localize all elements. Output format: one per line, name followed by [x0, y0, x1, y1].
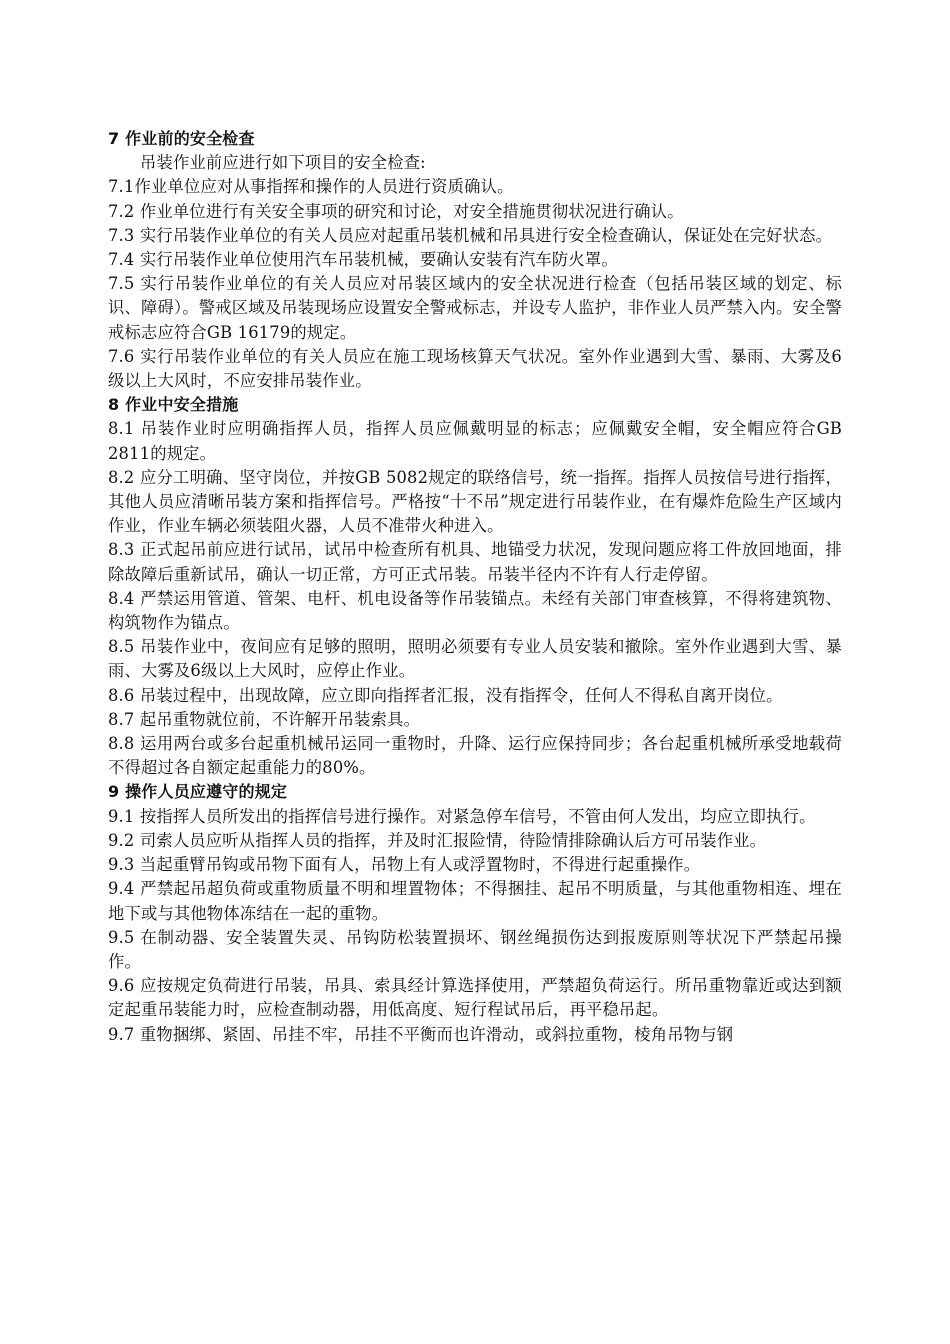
clause-7-3: 7.3 实行吊装作业单位的有关人员应对起重吊装机械和吊具进行安全检查确认，保证处在完好状态。 [108, 225, 833, 245]
clause-8-1: 8.1 吊装作业时应明确指挥人员，指挥人员应佩戴明显的标志；应佩戴安全帽，安全帽应符合GB 2811的规定。 [108, 419, 842, 463]
clause-8-8: 8.8 运用两台或多台起重机械吊运同一重物时，升降、运行应保持同步；各台起重机械所承受地载荷不得超过各自额定起重能力的80%。 [108, 734, 842, 778]
clause-9-3: 9.3 当起重臂吊钩或吊物下面有人，吊物上有人或浮置物时，不得进行起重操作。 [108, 855, 701, 875]
clause-9-5: 9.5 在制动器、安全装置失灵、吊钩防松装置损坏、钢丝绳损伤达到报废原则等状况下严禁起吊操作。 [108, 927, 842, 971]
document-page [108, 127, 842, 1047]
clause-8-3: 8.3 正式起吊前应进行试吊，试吊中检查所有机具、地锚受力状况，发现问题应将工件放回地面，排除故障后重新试吊，确认一切正常，方可正式吊装。吊装半径内不许有人行走停留。 [108, 540, 842, 584]
clause-9-6: 9.6 应按规定负荷进行吊装，吊具、索具经计算选择使用，严禁超负荷运行。所吊重物靠近或达到额定起重吊装能力时，应检查制动器，用低高度、短行程试吊后，再平稳吊起。 [108, 976, 842, 1020]
clause-7-5: 7.5 实行吊装作业单位的有关人员应对吊装区域内的安全状况进行检查（包括吊装区域的划定、标识、障碍）。警戒区域及吊装现场应设置安全警戒标志，并设专人监护，非作业人员严禁入内。安全警戒标志应符合GB 16179的规定。 [108, 274, 842, 342]
clause-8-6: 8.6 吊装过程中，出现故障，应立即向指挥者汇报，没有指挥令，任何人不得私自离开岗位。 [108, 685, 783, 705]
clause-9-4: 9.4 严禁起吊超负荷或重物质量不明和埋置物体；不得捆挂、起吊不明质量，与其他重物相连、埋在地下或与其他物体冻结在一起的重物。 [108, 879, 842, 923]
section-intro: 吊装作业前应进行如下项目的安全检查: [140, 153, 426, 173]
section-heading: 8 作业中安全措施 [108, 395, 239, 415]
clause-8-4: 8.4 严禁运用管道、管架、电杆、机电设备等作吊装锚点。未经有关部门审查核算，不得将建筑物、构筑物作为锚点。 [108, 588, 842, 633]
clause-8-2: 8.2 应分工明确、坚守岗位，并按GB 5082规定的联络信号，统一指挥。指挥人员按信号进行指挥，其他人员应清晰吊装方案和指挥信号。严格按“十不吊”规定进行吊装作业，在有爆炸危险生产区域内作业，作业车辆必须装阻火器，人员不准带火种进入。 [108, 467, 842, 536]
clause-9-7: 9.7 重物捆绑、紧固、吊挂不牢，吊挂不平衡而也许滑动，或斜拉重物，棱角吊物与钢 [108, 1024, 734, 1044]
section-8 [108, 393, 842, 780]
clause-7-1: 7.1作业单位应对从事指挥和操作的人员进行资质确认。 [108, 177, 514, 197]
clause-8-7: 8.7 起吊重物就位前，不许解开吊装索具。 [108, 709, 421, 729]
section-9 [108, 780, 842, 1046]
section-heading: 7 作业前的安全检查 [108, 129, 255, 148]
clause-7-4: 7.4 实行吊装作业单位使用汽车吊装机械，要确认安装有汽车防火罩。 [108, 250, 618, 270]
clause-8-5: 8.5 吊装作业中，夜间应有足够的照明，照明必须要有专业人员安装和撤除。室外作业遇到大雪、暴雨、大雾及6级以上大风时，应停止作业。 [108, 637, 842, 681]
clause-9-1: 9.1 按指挥人员所发出的指挥信号进行操作。对紧急停车信号，不管由何人发出，均应立即执行。 [108, 806, 816, 826]
clause-9-2: 9.2 司索人员应听从指挥人员的指挥，并及时汇报险情，待险情排除确认后方可吊装作业。 [108, 830, 767, 850]
section-heading: 9 操作人员应遵守的规定 [108, 782, 288, 802]
clause-7-2: 7.2 作业单位进行有关安全事项的研究和讨论，对安全措施贯彻状况进行确认。 [108, 201, 684, 221]
clause-7-6: 7.6 实行吊装作业单位的有关人员应在施工现场核算天气状况。室外作业遇到大雪、暴雨、大雾及6级以上大风时，不应安排吊装作业。 [108, 346, 842, 391]
section-7 [108, 127, 842, 393]
